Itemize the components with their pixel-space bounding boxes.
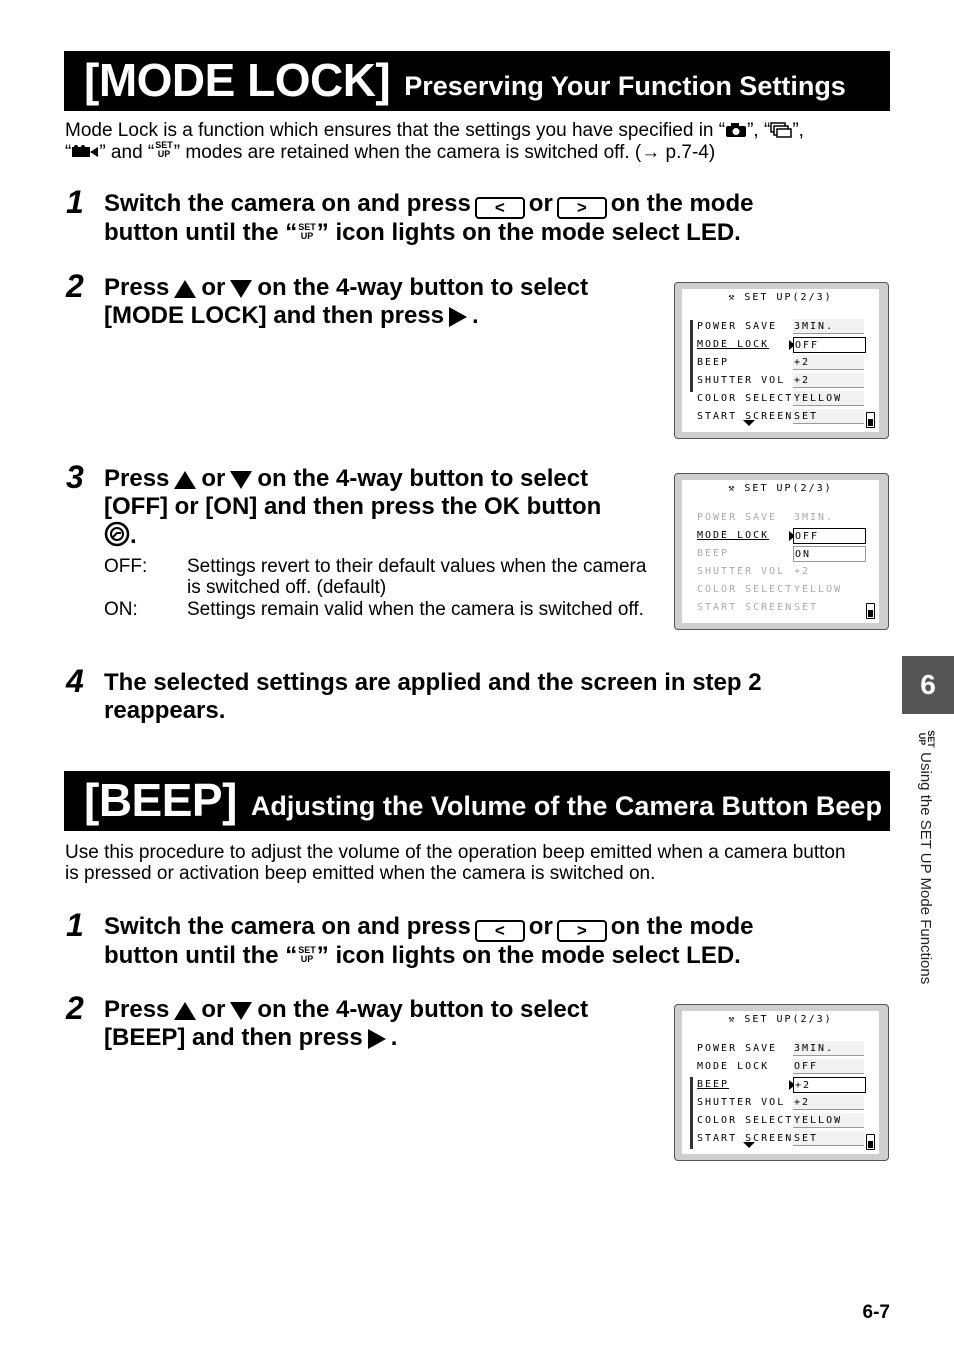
lcd-row: COLOR SELECT YELLOW [697,1113,867,1130]
battery-icon [866,603,875,619]
right-arrow-icon [367,1028,387,1050]
right-key-icon: > [557,197,607,219]
beep-intro: Use this procedure to adjust the volume of the operation beep emitted when a camera button is pressed or activation beep emitted when the camera is switched on. [65,842,846,884]
step-1-number: 1 [66,184,84,220]
lcd-row: MODE LOCK OFF [697,1059,867,1076]
lcd-row: POWER SAVE 3MIN. [697,1041,867,1058]
lcd-title: ⚒ SET UP(2/3) [728,483,833,494]
beep-step-1-text: Switch the camera on and press < or > on the mode button until the “SET UP ” icon lights on the mode select LED. [104,913,754,969]
beep-step-1-number: 1 [66,907,84,943]
mode-lock-intro: Mode Lock is a function which ensures that the settings you have specified in “ ”, “ ”, “ ” and “SET UP ” modes are retained when the camera is switched off. (→ p.7-4) [65,120,804,163]
option-on: ON: Settings remain valid when the camera is switched off. [104,599,644,620]
lcd-row-option: BEEP ON [697,546,867,563]
camera-icon [725,122,747,138]
option-off: OFF: Settings revert to their default values when the camera is switched off. (default) [104,556,647,598]
lcd-row: COLOR SELECT YELLOW [697,391,867,408]
setup-icon: SET UP [298,222,316,241]
chapter-side-title: SET UP Using the SET UP Mode Functions [917,730,937,985]
movie-icon [71,145,99,159]
left-key-icon: < [475,920,525,942]
up-arrow-icon [173,470,197,490]
down-arrow-icon [229,470,253,490]
left-key-icon: < [475,197,525,219]
lcd-row: START SCREEN SET [697,602,819,613]
scroll-indicator [690,320,693,392]
lcd-row: SHUTTER VOL +2 [697,566,811,577]
chapter-tab: 6 [902,656,954,714]
beep-step-2-text: Press or on the 4-way button to select [BEEP] and then press . [104,996,589,1051]
down-arrow-icon [229,279,253,299]
setup-icon: SET UP [298,945,316,964]
battery-icon [866,1134,875,1150]
scroll-down-icon [743,1142,755,1148]
page-number: 6-7 [862,1302,890,1323]
lcd-title: ⚒ SET UP(2/3) [728,292,833,303]
lcd-row-selected: MODE LOCK OFF [697,528,867,545]
mode-lock-title: [MODE LOCK] [84,54,391,106]
lcd-screen-beep-select [674,1004,889,1161]
scroll-down-icon [743,420,755,426]
up-arrow-icon [173,1001,197,1021]
beep-subtitle: Adjusting the Volume of the Camera Button Beep [250,791,882,821]
lcd-display [682,289,879,432]
step-2-number: 2 [66,268,84,304]
step-4-text: The selected settings are applied and the screen in step 2 reappears. [104,669,762,724]
lcd-row: SHUTTER VOL +2 [697,1095,867,1112]
step-3-number: 3 [66,459,84,495]
beep-banner [64,771,890,831]
right-key-icon: > [557,920,607,942]
lcd-row: BEEP +2 [697,355,867,372]
setup-icon: SET UP [155,140,173,159]
lcd-row-selected: BEEP +2 [697,1077,867,1094]
up-arrow-icon [173,279,197,299]
lcd-screen-mode-lock-select [674,282,889,439]
setup-icon: SET UP [917,730,937,748]
lcd-row-selected: MODE LOCK OFF [697,337,867,354]
beep-title: [BEEP] [84,774,237,826]
beep-step-2-number: 2 [66,990,84,1026]
step-4-number: 4 [66,663,84,699]
lcd-screen-mode-lock-options [674,473,889,630]
battery-icon [866,412,875,428]
lcd-row: POWER SAVE 3MIN. [697,512,835,523]
scroll-indicator [690,1077,693,1149]
lcd-row: START SCREEN SET [697,409,867,426]
lcd-display [682,1011,879,1154]
step-3-text: Press or on the 4-way button to select [OFF] or [ON] and then press the OK button . [104,465,602,549]
mode-lock-subtitle: Preserving Your Function Settings [404,71,846,101]
step-1-text: Switch the camera on and press < or > on the mode button until the “SET UP ” icon lights on the mode select LED. [104,190,754,246]
lcd-display [682,480,879,623]
lcd-row: COLOR SELECT YELLOW [697,584,843,595]
step-2-text: Press or on the 4-way button to select [MODE LOCK] and then press . [104,274,589,329]
mode-lock-banner [64,51,890,111]
lcd-title: ⚒ SET UP(2/3) [728,1014,833,1025]
lcd-row: START SCREEN SET [697,1131,867,1148]
continuous-shot-icon [770,122,792,138]
lcd-row: SHUTTER VOL +2 [697,373,867,390]
lcd-row: POWER SAVE 3MIN. [697,319,867,336]
ok-button-icon [104,521,130,547]
right-arrow-icon [448,306,468,328]
down-arrow-icon [229,1001,253,1021]
